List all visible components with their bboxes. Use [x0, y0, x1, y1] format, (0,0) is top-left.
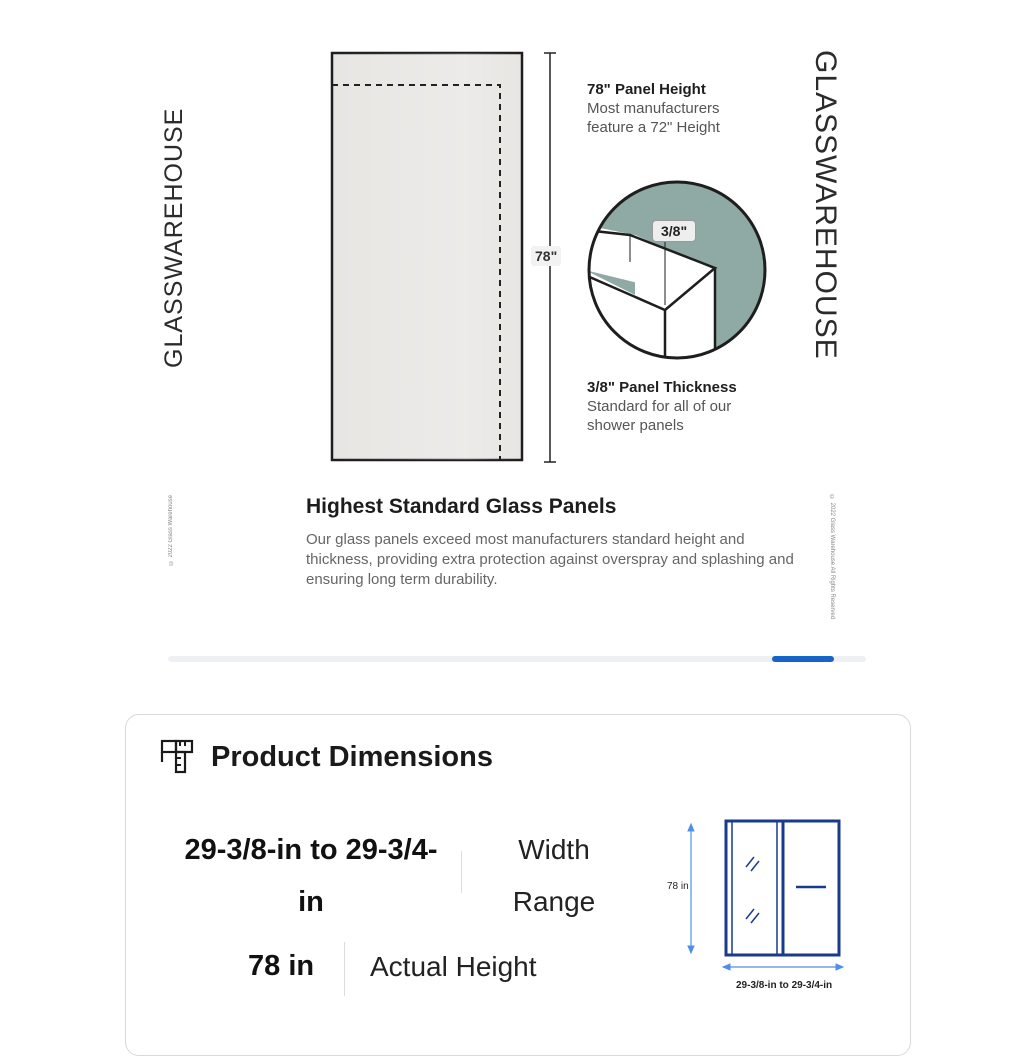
gallery-title: Highest Standard Glass Panels [306, 495, 617, 518]
panel-height-line2: feature a 72" Height [587, 119, 720, 136]
diagram-width-label: 29-3/8-in to 29-3/4-in [736, 980, 833, 991]
divider [461, 851, 462, 893]
carousel-scrollbar[interactable] [168, 656, 866, 662]
height-dimension-label: 78" [531, 246, 561, 266]
panel-height-line1: Most manufacturers [587, 100, 720, 117]
watermark-right: GLASSWAREHOUSE [809, 50, 842, 360]
actual-height-value: 78 in [248, 950, 315, 982]
width-range-value: 29-3/8-in to 29-3/4-in [184, 834, 438, 918]
carousel-scrollbar-thumb[interactable] [772, 656, 834, 662]
door-dimension-diagram [660, 815, 860, 990]
panel-thickness-line1: Standard for all of our [587, 398, 732, 415]
panel-thickness-callout [587, 378, 737, 435]
panel-thickness-line2: shower panels [587, 417, 684, 434]
actual-height-label: Actual Height [370, 951, 537, 982]
panel-height-heading: 78" Panel Height [587, 81, 706, 98]
copyright-right: © 2022 Glass Warehouse All Rights Reserved [829, 495, 835, 620]
width-range-label: Width Range [512, 834, 596, 917]
diagram-height-label: 78 in [667, 881, 689, 892]
divider [344, 942, 345, 996]
ruler-icon [160, 738, 196, 781]
thickness-tag: 3/8" [652, 220, 696, 242]
panel-height-callout [587, 80, 720, 137]
product-dimensions-title: Product Dimensions [211, 741, 493, 773]
panel-thickness-heading: 3/8" Panel Thickness [587, 379, 737, 396]
watermark-left: GLASSWAREHOUSE [160, 107, 188, 368]
gallery-description: Our glass panels exceed most manufacturers standard height and thickness, providing extra protection against overspray and splashing and ensuring long term durability. [306, 531, 794, 588]
copyright-left: © 2022 Glass Warehouse [168, 495, 174, 566]
